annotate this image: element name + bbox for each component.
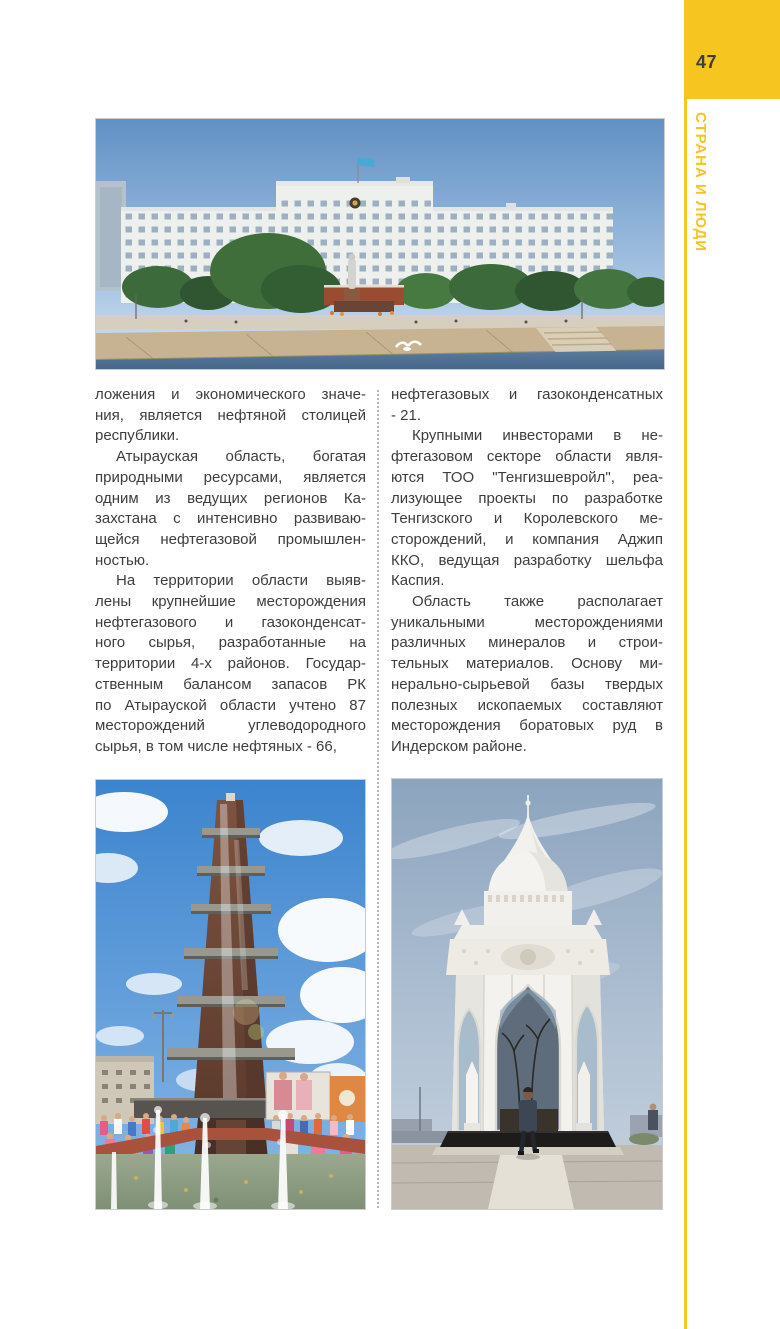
text-line: республики.	[95, 427, 180, 445]
page-number-tab	[684, 0, 780, 99]
text-line: На территории области выяв-	[116, 572, 366, 590]
text-line: ственным балансом запасов РК	[95, 675, 366, 693]
paragraph	[391, 385, 663, 426]
column-divider	[377, 390, 379, 1208]
text-line: ложения и экономического значе-	[95, 386, 366, 403]
text-line: природными ресурсами, является	[95, 468, 366, 486]
text-line: Крупными инвесторами в не-	[412, 427, 663, 445]
text-line: территории 4-х районов. Государ-	[95, 655, 366, 673]
fountain-photo-art	[96, 780, 365, 1209]
text-line: Тенгизского и Королевского ме-	[391, 510, 663, 528]
text-line: одним из ведущих регионов Ка-	[95, 489, 366, 507]
text-line: ния, является нефтяной столицей	[95, 406, 366, 424]
text-line: ностью.	[95, 551, 150, 569]
paragraph	[95, 447, 366, 571]
akimat-photo-art	[96, 119, 664, 369]
text-line: сторождений, и компания Аджип	[391, 530, 663, 548]
text-line: лизующее проекты по разработке	[391, 489, 663, 507]
page-number: 47	[696, 52, 718, 72]
text-line: полезных ископаемых составляют	[391, 696, 663, 714]
paragraph	[95, 385, 366, 447]
text-line: фтегазовом секторе области явля-	[391, 448, 663, 466]
text-line: нерально-сырьевой базы твердых	[391, 675, 663, 693]
photo-fountain-obelisk	[95, 779, 366, 1210]
text-line: месторождений углеводородного	[95, 717, 366, 735]
text-line: Каспия.	[391, 572, 445, 590]
text-line: ККО, ведущая разработку шельфа	[391, 551, 663, 569]
edge-rule	[684, 99, 687, 1329]
text-line: - 21.	[391, 406, 422, 424]
text-line: нефтегазовых и газоконденсатных	[391, 386, 663, 403]
text-line: тельных материалов. Основу ми-	[391, 655, 663, 673]
text-line: месторождения боратовых руд в	[391, 717, 663, 735]
text-line: захстана с интенсивно развиваю-	[95, 510, 366, 528]
right-column	[391, 385, 663, 758]
text-line: уникальными месторождениями	[391, 613, 663, 631]
left-column	[95, 385, 366, 758]
text-line: лены крупнейшие месторождения	[95, 593, 366, 611]
text-line: нефтегазового и газоконденсат-	[95, 613, 366, 631]
text-line: щейся нефтегазовой промышлен-	[95, 530, 366, 548]
paragraph	[391, 592, 663, 758]
text-line: различных минералов и строи-	[391, 634, 663, 652]
text-line: Индерском районе.	[391, 737, 527, 755]
text-line: ются ТОО "Тенгизшевройл", реа-	[391, 468, 663, 486]
paragraph	[95, 571, 366, 757]
text-line: Область также располагает	[412, 593, 663, 611]
text-line: ного сырья, разработанные на	[95, 634, 366, 652]
pavilion-photo-art	[392, 779, 662, 1209]
photo-akimat-building	[95, 118, 665, 370]
text-line: сырья, в том числе нефтяных - 66,	[95, 737, 337, 755]
text-line: Атырауская область, богатая	[116, 448, 366, 466]
section-label: СТРАНА И ЛЮДИ	[692, 112, 709, 253]
paragraph	[391, 426, 663, 592]
photo-white-pavilion	[391, 778, 663, 1210]
text-line: по Атырауской области учтено 87	[95, 696, 366, 714]
